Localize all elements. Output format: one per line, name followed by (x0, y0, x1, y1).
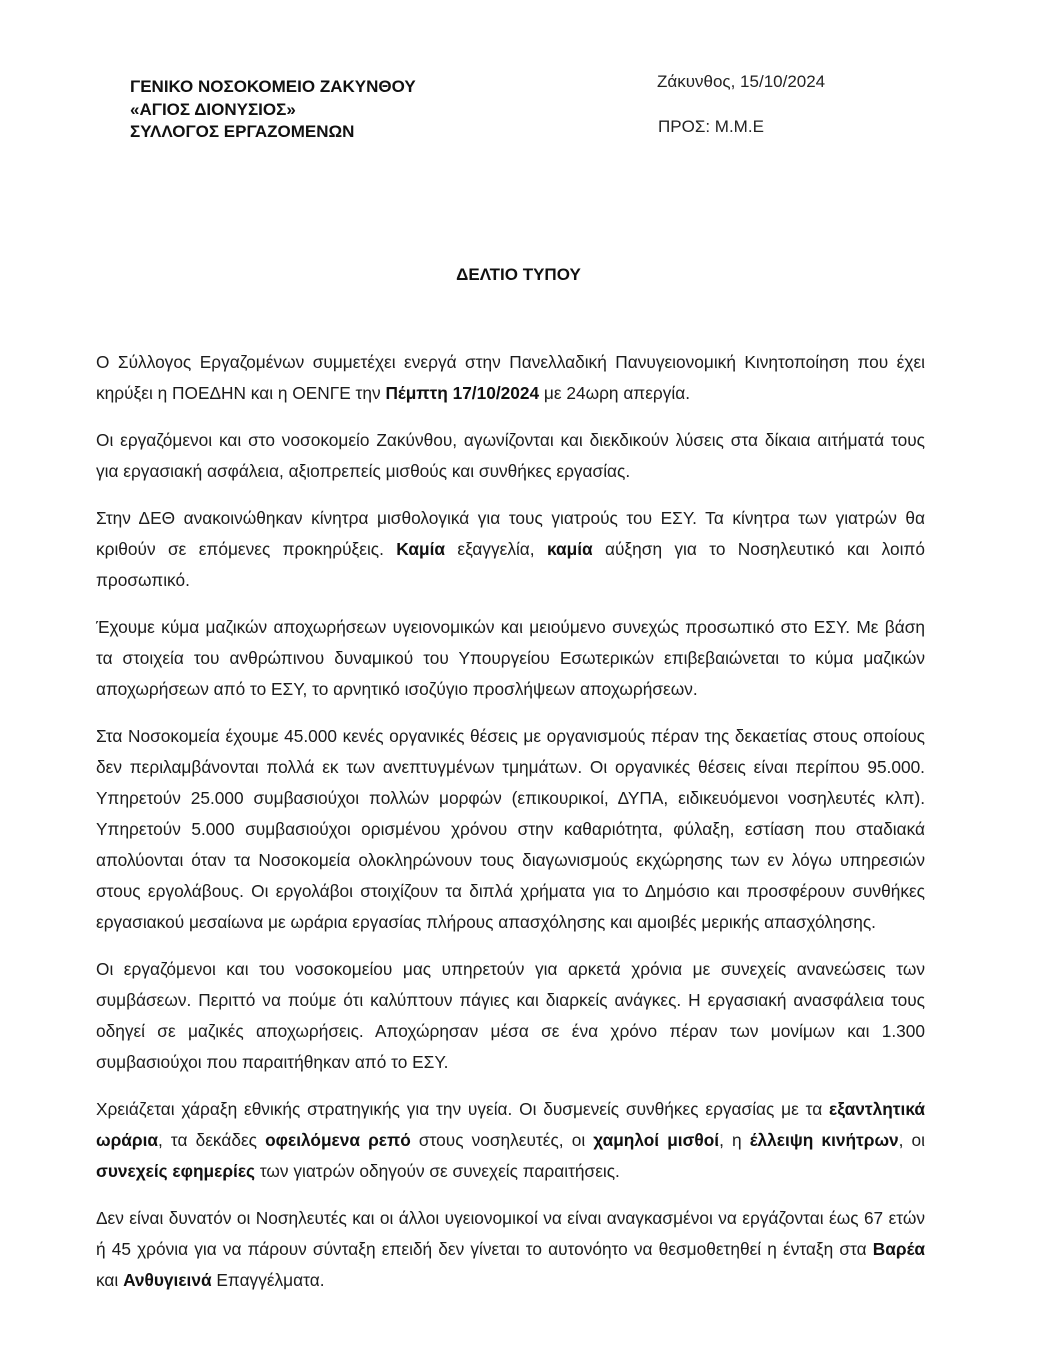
paragraph-text: Επαγγέλματα. (211, 1270, 325, 1290)
emphasis-text: Καμία (396, 539, 446, 559)
document-recipient: ΠΡΟΣ: Μ.Μ.Ε (658, 117, 764, 136)
paragraph-text: Έχουμε κύμα μαζικών αποχωρήσεων υγειονομικών και μειούμενο συνεχώς προσωπικό στο ΕΣΥ. Με βάση τα στοιχεία του ανθρώπινου δυναμικού του Υπουργείου Εσωτερικών επιβεβαιώνεται το κύμα μαζικών αποχωρήσεων από το ΕΣΥ, το αρνητικό ισοζύγιο προσλήψεων αποχωρήσεων. (96, 617, 925, 699)
paragraph-text: Οι εργαζόμενοι και του νοσοκομείου μας υπηρετούν για αρκετά χρόνια με συνεχείς ανανεώσεις των συμβάσεων. Περιττό να πούμε ότι καλύπτουν πάγιες και διαρκείς ανάγκες. Η εργασιακή ανασφάλεια τους οδηγεί σε μαζικές αποχωρήσεις. Αποχώρησαν μέσα σε ένα χρόνο πέραν των μονίμων και 1.300 συμβασιούχοι που παραιτήθηκαν από το ΕΣΥ. (96, 959, 925, 1072)
sender-hospital-name: ΓΕΝΙΚΟ ΝΟΣΟΚΟΜΕΙΟ ΖΑΚΥΝΘΟΥ (130, 77, 416, 96)
paragraph-text: στους νοσηλευτές, οι (410, 1130, 594, 1150)
paragraph-5 (96, 721, 925, 938)
emphasis-text: Βαρέα (872, 1239, 925, 1259)
paragraph-text: , η (719, 1130, 750, 1150)
paragraph-text: εξαγγελία, (445, 539, 547, 559)
paragraph-text: Οι εργαζόμενοι και στο νοσοκομείο Ζακύνθου, αγωνίζονται και διεκδικούν λύσεις στα δίκαια αιτήματά τους για εργασιακή ασφάλεια, αξιοπρεπείς μισθούς και συνθήκες εργασίας. (96, 430, 925, 481)
emphasis-text: έλλειψη κινήτρων (749, 1130, 899, 1150)
paragraph-text: Ο Σύλλογος Εργαζομένων συμμετέχει ενεργά στην Πανελλαδική Πανυγειονομική Κινητοποίηση που έχει κηρύξει η ΠΟΕΔΗΝ και η ΟΕΝΓΕ την (96, 352, 925, 403)
emphasis-text: οφειλόμενα ρεπό (265, 1130, 411, 1150)
paragraph-text: Χρειάζεται χάραξη εθνικής στρατηγικής για την υγεία. Οι δυσμενείς συνθήκες εργασίας με τα (96, 1099, 829, 1119)
paragraph-1 (96, 347, 925, 409)
paragraph-4 (96, 612, 925, 705)
emphasis-text: συνεχείς εφημερίες (96, 1161, 256, 1181)
paragraph-text: αύξηση για το Νοσηλευτικό και λοιπό προσωπικό. (96, 539, 925, 590)
emphasis-text: εξαντλητικά ωράρια (96, 1099, 925, 1150)
strike-date: Πέμπτη 17/10/2024 (385, 383, 540, 403)
emphasis-text: καμία (546, 539, 593, 559)
paragraph-7 (96, 1094, 925, 1187)
paragraph-3 (96, 503, 925, 596)
paragraph-text: , οι (898, 1130, 926, 1150)
emphasis-text: χαμηλοί μισθοί (593, 1130, 720, 1150)
paragraph-text: Δεν είναι δυνατόν οι Νοσηλευτές και οι άλλοι υγειονομικοί να είναι αναγκασμένοι να εργάζονται έως 67 ετών ή 45 χρόνια για να πάρουν σύνταξη επειδή δεν γίνεται το αυτονόητο να θεσμοθετηθεί η ένταξη στα (96, 1208, 925, 1259)
paragraph-text: Στην ΔΕΘ ανακοινώθηκαν κίνητρα μισθολογικά για τους γιατρούς του ΕΣΥ. Τα κίνητρα των γιατρών θα κριθούν σε επόμενες προκηρύξεις. (96, 508, 925, 559)
paragraph-8 (96, 1203, 925, 1296)
paragraph-text: , τα δεκάδες (158, 1130, 266, 1150)
paragraph-text: Στα Νοσοκομεία έχουμε 45.000 κενές οργανικές θέσεις με οργανισμούς πέραν της δεκαετίας στους οποίους δεν περιλαμβάνονται πολλά εκ των ανεπτυγμένων τμημάτων. Οι οργανικές θέσεις είναι περίπου 95.000. Υπηρετούν 25.000 συμβασιούχοι πολλών μορφών (επικουρικοί, ΔΥΠΑ, ειδικευόμενοι νοσηλευτές κλπ). Υπηρετούν 5.000 συμβασιούχοι ορισμένου χρόνου στην καθαριότητα, φύλαξη, εστίαση που σταδιακά απολύονται όταν τα Νοσοκομεία ολοκληρώνουν τους διαγωνισμούς εκχώρησης των εν λόγω υπηρεσιών στους εργολάβους. Οι εργολάβοι στοιχίζουν τα διπλά χρήματα για το Δημόσιο και προσφέρουν συνθήκες εργασιακού μεσαίωνα με ωράρια εργασίας πλήρους απασχόλησης και αμοιβές μερικής απασχόλησης. (96, 726, 925, 932)
document-body (96, 347, 925, 1312)
paragraph-2 (96, 425, 925, 487)
paragraph-text: και (96, 1270, 124, 1290)
paragraph-6 (96, 954, 925, 1078)
document-date: Ζάκυνθος, 15/10/2024 (657, 72, 826, 91)
paragraph-text: των γιατρών οδηγούν σε συνεχείς παραιτήσεις. (255, 1161, 620, 1181)
sender-hospital-subtitle: «ΑΓΙΟΣ ΔΙΟΝΥΣΙΟΣ» (130, 99, 296, 119)
document-title: ΔΕΛΤΙΟ ΤΥΠΟΥ (456, 265, 581, 284)
sender-union-name: ΣΥΛΛΟΓΟΣ ΕΡΓΑΖΟΜΕΝΩΝ (130, 122, 355, 141)
paragraph-text: με 24ωρη απεργία. (539, 383, 691, 403)
sender-block (130, 76, 416, 144)
emphasis-text: Ανθυγιεινά (123, 1270, 212, 1290)
